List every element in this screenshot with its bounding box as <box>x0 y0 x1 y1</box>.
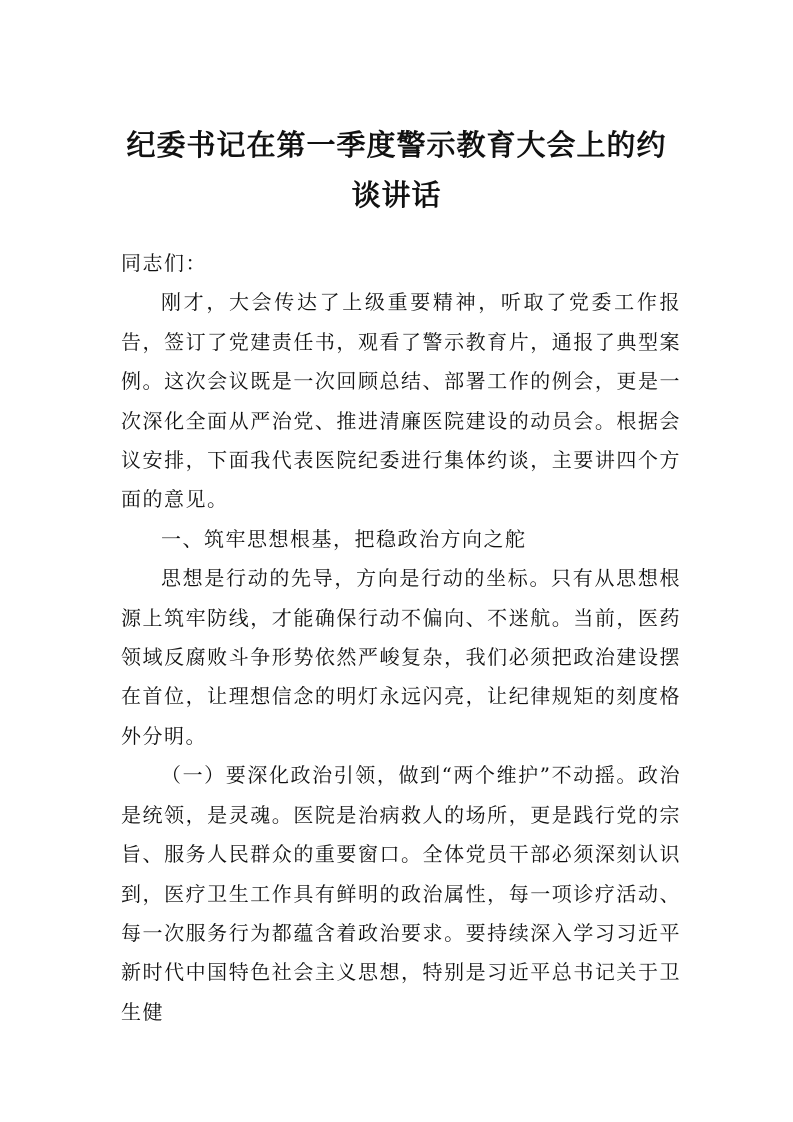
document-title-line-2: 谈讲话 <box>351 178 442 212</box>
paragraph-intro: 刚才，大会传达了上级重要精神，听取了党委工作报告，签订了党建责任书，观看了警示教育片，通报了典型案例。这次会议既是一次回顾总结、部署工作的例会，更是一次深化全面从严治党、推进清廉医院建设的动员会。根据会议安排，下面我代表医院纪委进行集体约谈，主要讲四个方面的意见。 <box>121 290 681 512</box>
salutation: 同志们： <box>121 251 207 275</box>
document-title-line-1: 纪委书记在第一季度警示教育大会上的约 <box>126 128 667 162</box>
document-body <box>121 244 681 1032</box>
section-heading-1: 一、筑牢思想根基，把稳政治方向之舵 <box>161 526 527 551</box>
paragraph-subsection-1: （一）要深化政治引领，做到“两个维护”不动摇。政治是统领，是灵魂。医院是治病救人的场所，更是践行党的宗旨、服务人民群众的重要窗口。全体党员干部必须深刻认识到，医疗卫生工作具有鲜明的政治属性，每一项诊疗活动、每一次服务行为都蕴含着政治要求。要持续深入学习习近平新时代中国特色社会主义思想，特别是习近平总书记关于卫生健 <box>121 763 681 1024</box>
paragraph-section-1: 思想是行动的先导，方向是行动的坐标。只有从思想根源上筑牢防线，才能确保行动不偏向、不迷航。当前，医药领域反腐败斗争形势依然严峻复杂，我们必须把政治建设摆在首位，让理想信念的明灯永远闪亮，让纪律规矩的刻度格外分明。 <box>121 566 681 748</box>
